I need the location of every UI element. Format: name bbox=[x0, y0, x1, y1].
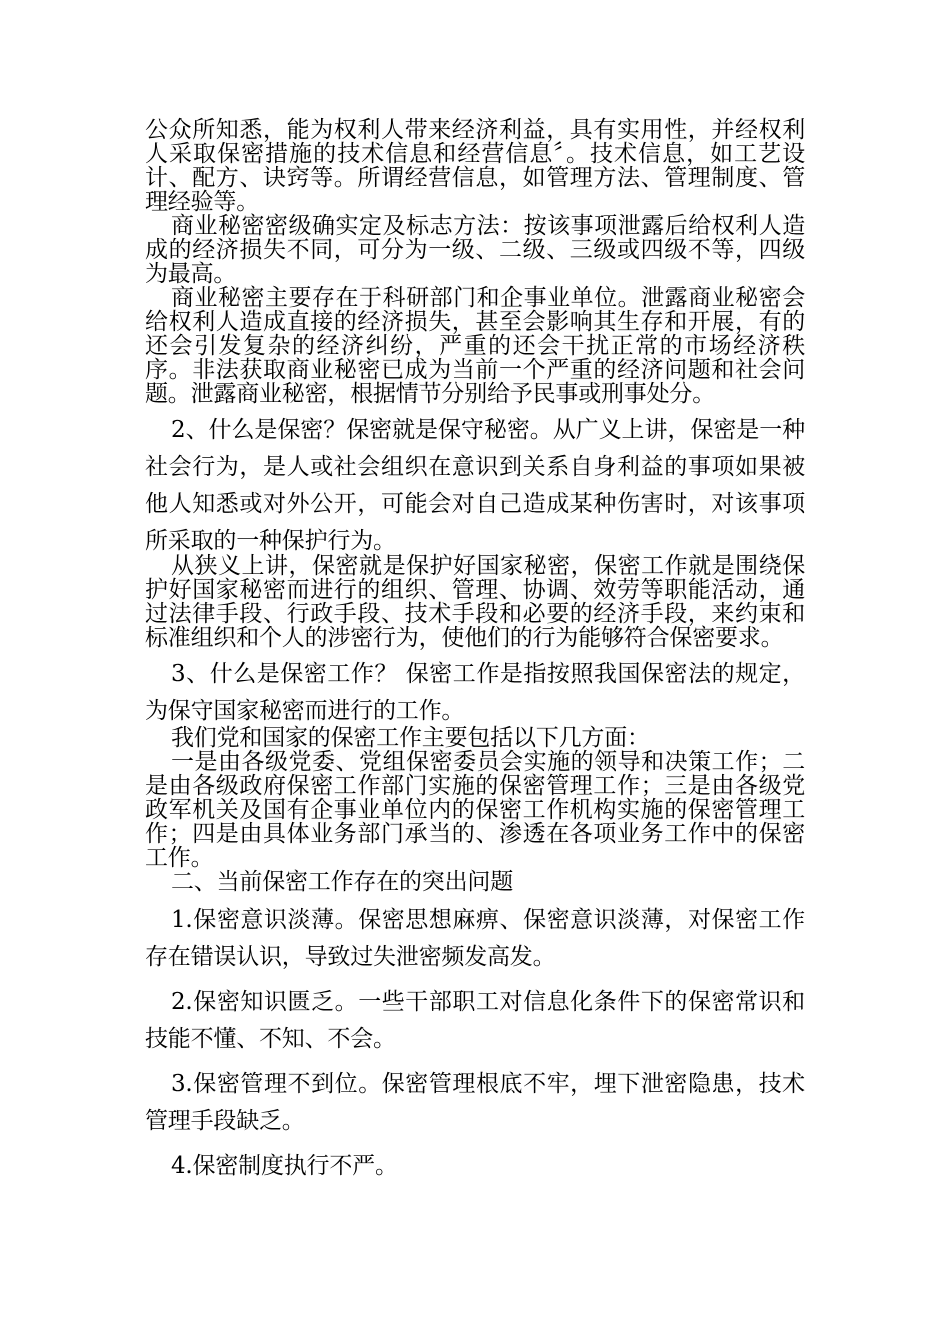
section-heading-problems: 二、当前保密工作存在的突出问题 bbox=[171, 869, 514, 895]
paragraph-secret-level: 商业秘密密级确实定及标志方法：按该事项泄露后给权利人造成的经济损失不同，可分为一级、二级、三级或四级不等，四级为最高。 bbox=[145, 213, 805, 287]
problem-item-3: 3.保密管理不到位。保密管理根底不牢，埋下泄密隐患，技术管理手段缺乏。 bbox=[145, 1071, 805, 1134]
document-page bbox=[145, 118, 805, 1185]
paragraph-what-is-secrecy-work: 3、什么是保密工作？ 保密工作是指按照我国保密法的规定，为保守国家秘密而进行的工作。 bbox=[145, 661, 805, 724]
problem-item-1: 1.保密意识淡薄。保密思想麻痹、保密意识淡薄，对保密工作存在错误认识，导致过失泄密频发高发。 bbox=[145, 907, 805, 970]
paragraph-work-aspects: 一是由各级党委、党组保密委员会实施的领导和决策工作；二是由各级政府保密工作部门实施的保密管理工作；三是由各级党政军机关及国有企事业单位内的保密工作机构实施的保密管理工作；四是由具体业务部门承当的、渗透在各项业务工作中的保密工作。 bbox=[145, 749, 805, 871]
paragraph-work-aspects-intro: 我们党和国家的保密工作主要包括以下几方面： bbox=[171, 725, 650, 751]
paragraph-what-is-secrecy: 2、什么是保密？保密就是保守秘密。从广义上讲，保密是一种社会行为，是人或社会组织在意识到关系自身利益的事项如果被他人知悉或对外公开，可能会对自己造成某种伤害时，对该事项所采取的一种保护行为。 bbox=[145, 417, 805, 554]
problem-item-2: 2.保密知识匮乏。一些干部职工对信息化条件下的保密常识和技能不懂、不知、不会。 bbox=[145, 989, 805, 1052]
paragraph-narrow-sense: 从狭义上讲，保密就是保护好国家秘密，保密工作就是围绕保护好国家秘密而进行的组织、管理、协调、效劳等职能活动，通过法律手段、行政手段、技术手段和必要的经济手段，来约束和标准组织和个人的涉密行为，使他们的行为能够符合保密要求。 bbox=[145, 553, 805, 651]
paragraph-secret-impact: 商业秘密主要存在于科研部门和企事业单位。泄露商业秘密会给权利人造成直接的经济损失，甚至会影响其生存和开展，有的还会引发复杂的经济纠纷，严重的还会干扰正常的市场经济秩序。非法获取商业秘密已成为当前一个严重的经济问题和社会问题。泄露商业秘密，根据情节分别给予民事或刑事处分。 bbox=[145, 285, 805, 407]
problem-item-4: 4.保密制度执行不严。 bbox=[171, 1153, 398, 1179]
paragraph-trade-secret-definition: 公众所知悉，能为权利人带来经济利益，具有实用性，并经权利人采取保密措施的技术信息和经营信息〞。技术信息，如工艺设计、配方、诀窍等。所谓经营信息，如管理方法、管理制度、管理经验等。 bbox=[145, 117, 805, 215]
